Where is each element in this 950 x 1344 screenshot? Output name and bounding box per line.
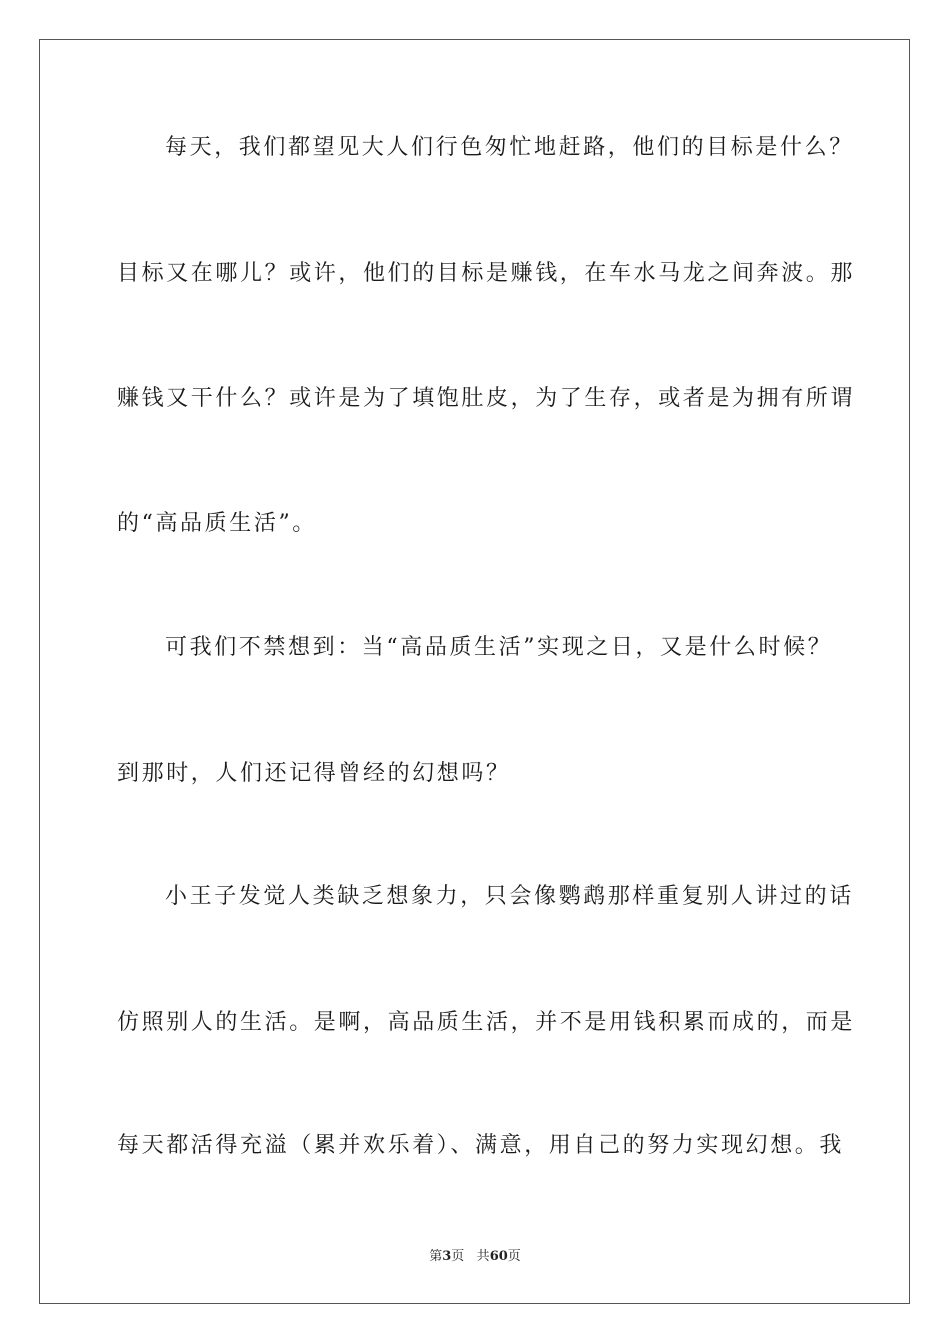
footer-page-number: 3	[442, 1249, 452, 1264]
paragraph-line: 每天都活得充溢（累并欢乐着）、满意，用自己的努力实现幻想。我	[117, 1133, 845, 1158]
footer-total-prefix: 共	[476, 1249, 490, 1264]
paragraph-line: 目标又在哪儿？或许，他们的目标是赚钱，在车水马龙之间奔波。那	[117, 261, 856, 286]
page-border	[39, 39, 910, 1304]
paragraph-line: 赚钱又干什么？或许是为了填饱肚皮，为了生存，或者是为拥有所谓	[117, 386, 856, 411]
footer-page-suffix: 页	[451, 1249, 465, 1264]
paragraph-line: 到那时，人们还记得曾经的幻想吗？	[117, 761, 511, 786]
paragraph-line: 的“高品质生活”。	[117, 511, 317, 536]
paragraph-line: 每天，我们都望见大人们行色匆忙地赶路，他们的目标是什么？	[165, 135, 854, 160]
footer-page-prefix: 第	[429, 1249, 443, 1264]
paragraph-line: 可我们不禁想到：当“高品质生活”实现之日，又是什么时候？	[165, 635, 833, 660]
footer-total-suffix: 页	[507, 1249, 521, 1264]
page-footer	[0, 1245, 950, 1264]
footer-total-pages: 60	[489, 1249, 508, 1264]
paragraph-line: 小王子发觉人类缺乏想象力，只会像鹦鹉那样重复别人讲过的话	[165, 884, 854, 909]
paragraph-line: 仿照别人的生活。是啊，高品质生活，并不是用钱积累而成的，而是	[117, 1010, 856, 1035]
